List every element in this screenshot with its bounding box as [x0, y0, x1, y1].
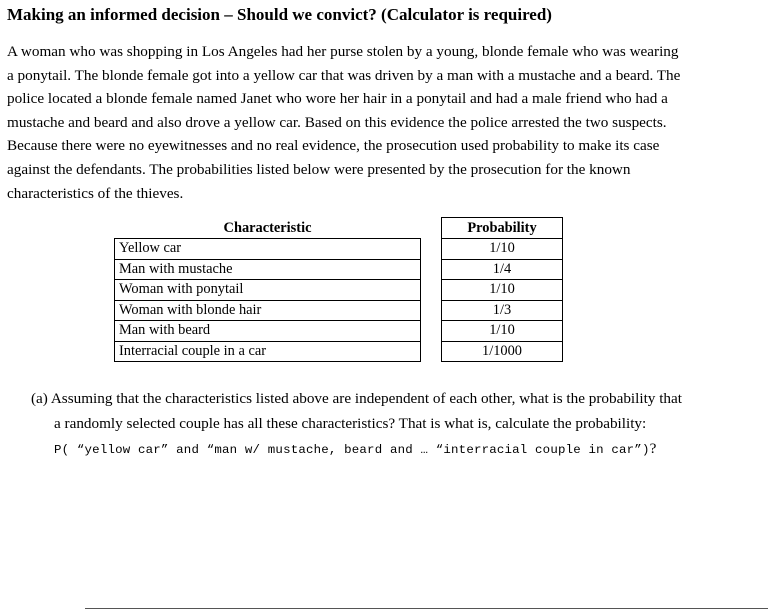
table-row: [115, 341, 563, 362]
column-gap: [421, 341, 442, 362]
column-gap: [421, 218, 442, 239]
probability-cell: 1/10: [442, 280, 563, 301]
probability-cell: 1/3: [442, 300, 563, 321]
column-gap: [421, 280, 442, 301]
probability-cell: 1/1000: [442, 341, 563, 362]
probability-header: Probability: [442, 218, 563, 239]
intro-line: police located a blonde female named Janet who wore her hair in a ponytail and had a male friend who had a: [7, 90, 668, 108]
intro-line: a ponytail. The blonde female got into a yellow car that was driven by a man with a mustache and a beard. The: [7, 66, 681, 84]
probability-cell: 1/4: [442, 259, 563, 280]
probability-cell: 1/10: [442, 239, 563, 260]
probability-formula: [31, 436, 682, 463]
intro-line: mustache and beard and also drove a yellow car. Based on this evidence the police arrested the two suspects.: [7, 113, 667, 131]
probability-cell: 1/10: [442, 321, 563, 342]
question-a: [31, 386, 682, 463]
characteristic-cell: Yellow car: [115, 239, 421, 260]
table-row: [115, 259, 563, 280]
probability-table: [114, 217, 563, 362]
intro-line: Because there were no eyewitnesses and no real evidence, the prosecution used probability to make its case: [7, 137, 660, 155]
characteristic-header: Characteristic: [115, 218, 421, 239]
column-gap: [421, 300, 442, 321]
question-line: (a) Assuming that the characteristics listed above are independent of each other, what is the probability that: [31, 390, 682, 407]
intro-line: A woman who was shopping in Los Angeles had her purse stolen by a young, blonde female who was wearing: [7, 43, 679, 60]
column-gap: [421, 239, 442, 260]
intro-line: against the defendants. The probabilities listed below were presented by the prosecution for the known: [7, 160, 631, 178]
table-row: [115, 321, 563, 342]
page-title: Making an informed decision – Should we convict? (Calculator is required): [7, 5, 552, 24]
table-row: [115, 300, 563, 321]
table-row: [115, 280, 563, 301]
characteristic-cell: Woman with blonde hair: [115, 300, 421, 321]
characteristic-cell: Interracial couple in a car: [115, 341, 421, 362]
formula-text: P( “yellow car” and “man w/ mustache, beard and … “interracial couple in car”): [54, 443, 650, 457]
characteristic-cell: Man with mustache: [115, 259, 421, 280]
column-gap: [421, 259, 442, 280]
characteristic-cell: Man with beard: [115, 321, 421, 342]
question-line: a randomly selected couple has all these characteristics? That is what is, calculate the probability:: [54, 415, 647, 432]
column-gap: [421, 321, 442, 342]
table-header-row: [115, 218, 563, 239]
formula-question-mark: ?: [649, 440, 657, 457]
intro-paragraph: [7, 40, 737, 205]
characteristic-cell: Woman with ponytail: [115, 280, 421, 301]
bottom-divider: [85, 608, 768, 609]
table-row: [115, 239, 563, 260]
intro-line: characteristics of the thieves.: [7, 184, 184, 202]
